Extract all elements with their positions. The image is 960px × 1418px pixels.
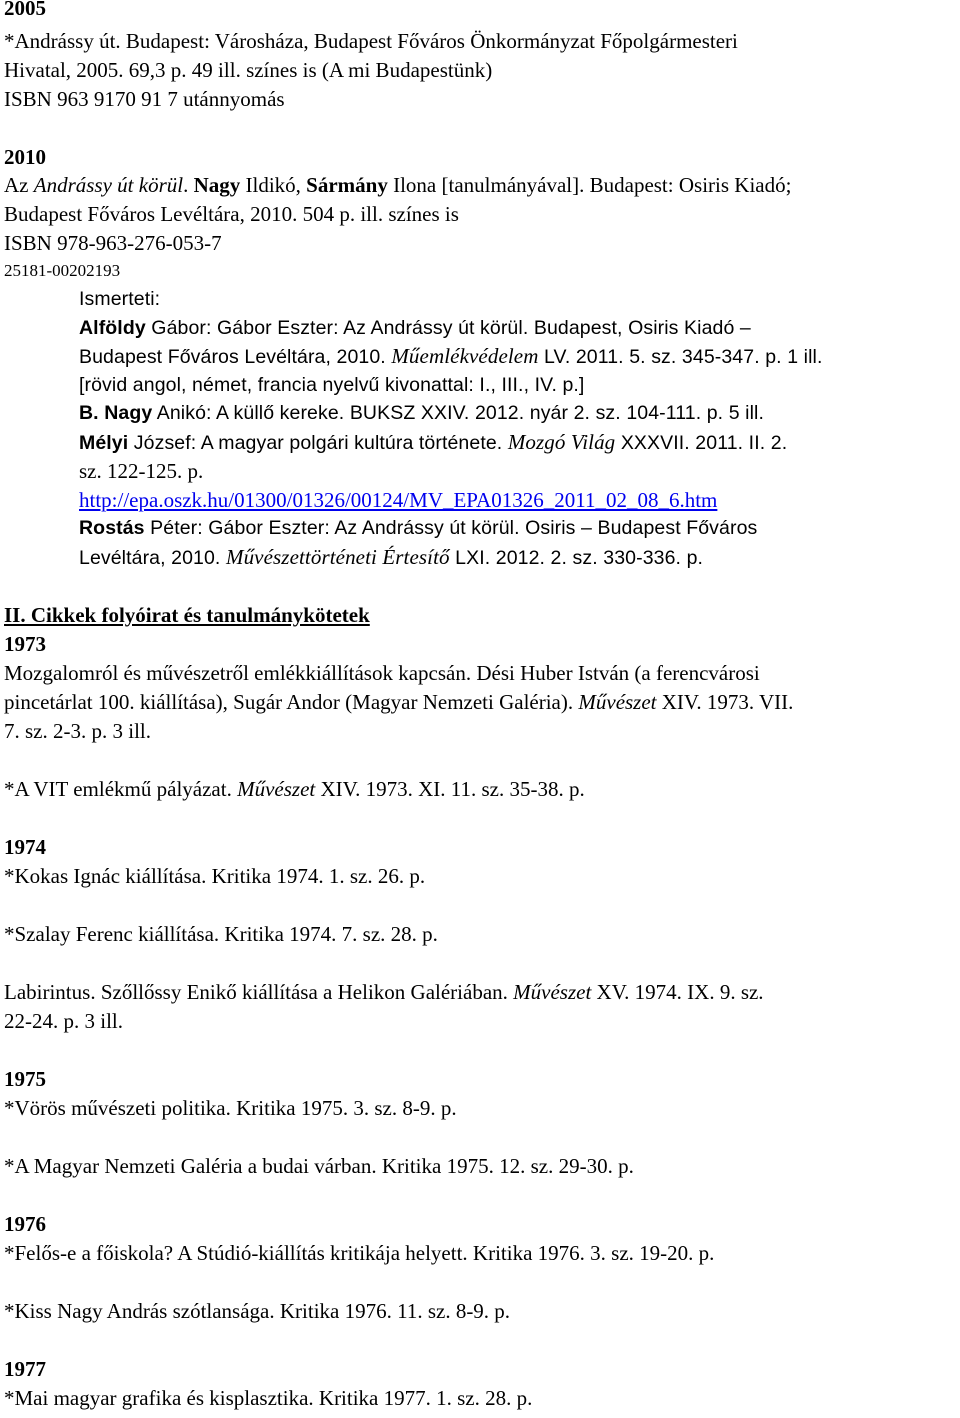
entry-1973-1-line-3: 7. sz. 2-3. p. 3 ill. xyxy=(4,719,151,743)
review-3-url-line xyxy=(79,486,717,514)
entry-1975-2: *A Magyar Nemzeti Galéria a budai várban. Kritika 1975. 12. sz. 29-30. p. xyxy=(4,1154,634,1178)
review-3-line-1: Mélyi József: A magyar polgári kultúra története. Mozgó Világ XXXVII. 2011. II. 2. xyxy=(79,430,788,454)
entry-1973-1-line-2: pincetárlat 100. kiállítása), Sugár Andor (Magyar Nemzeti Galéria). Művészet XIV. 1973. VII. xyxy=(4,690,794,714)
review-1-line-2: Budapest Főváros Levéltára, 2010. Műemlékvédelem LV. 2011. 5. sz. 345-347. p. 1 ill. xyxy=(79,344,823,368)
entry-1977-1: *Mai magyar grafika és kisplasztika. Kritika 1977. 1. sz. 28. p. xyxy=(4,1386,533,1410)
review-2-line-1: B. Nagy Anikó: A küllő kereke. BUKSZ XXIV. 2012. nyár 2. sz. 104-111. p. 5 ill. xyxy=(79,402,764,424)
year-1973-heading: 1973 xyxy=(4,632,46,656)
review-1-line-3: [rövid angol, német, francia nyelvű kivonattal: I., III., IV. p.] xyxy=(79,374,585,396)
entry-2005-line-1: *Andrássy út. Budapest: Városháza, Budapest Főváros Önkormányzat Főpolgármesteri xyxy=(4,29,738,53)
year-1976-heading: 1976 xyxy=(4,1212,46,1236)
review-3-url-link[interactable]: http://epa.oszk.hu/01300/01326/00124/MV_EPA01326_2011_02_08_6.htm xyxy=(79,488,718,512)
review-1-line-1: Alföldy Gábor: Gábor Eszter: Az Andrássy út körül. Budapest, Osiris Kiadó – xyxy=(79,317,751,339)
year-1977-heading: 1977 xyxy=(4,1357,46,1381)
entry-1973-2: *A VIT emlékmű pályázat. Művészet XIV. 1973. XI. 11. sz. 35-38. p. xyxy=(4,777,585,801)
entry-1974-2: *Szalay Ferenc kiállítása. Kritika 1974. 7. sz. 28. p. xyxy=(4,922,438,946)
year-2005-heading: 2005 xyxy=(4,0,46,20)
entry-1974-3-line-2: 22-24. p. 3 ill. xyxy=(4,1009,123,1033)
entry-2010-catalog-number: 25181-00202193 xyxy=(4,261,121,280)
entry-2005-line-3: ISBN 963 9170 91 7 utánnyomás xyxy=(4,87,285,111)
review-3-line-2: sz. 122-125. p. xyxy=(79,459,204,483)
review-label: Ismerteti: xyxy=(79,288,161,310)
entry-1974-1: *Kokas Ignác kiállítása. Kritika 1974. 1. sz. 26. p. xyxy=(4,864,426,888)
entry-1976-1: *Felős-e a főiskola? A Stúdió-kiállítás kritikája helyett. Kritika 1976. 3. sz. 19-20. p. xyxy=(4,1241,715,1265)
entry-2005-line-2: Hivatal, 2005. 69,3 p. 49 ill. színes is (A mi Budapestünk) xyxy=(4,58,493,82)
entry-1976-2: *Kiss Nagy András szótlansága. Kritika 1976. 11. sz. 8-9. p. xyxy=(4,1299,511,1323)
entry-2010-isbn: ISBN 978-963-276-053-7 xyxy=(4,231,222,255)
entry-1973-1-line-1: Mozgalomról és művészetről emlékkiállítások kapcsán. Dési Huber István (a ferencvárosi xyxy=(4,661,760,685)
year-1975-heading: 1975 xyxy=(4,1067,46,1091)
review-4-line-2: Levéltára, 2010. Művészettörténeti Értesítő LXI. 2012. 2. sz. 330-336. p. xyxy=(79,545,704,569)
entry-2010-line-1: Az Andrássy út körül. Nagy Ildikó, Sármány Ilona [tanulmányával]. Budapest: Osiris Kiadó; xyxy=(4,173,792,197)
year-1974-heading: 1974 xyxy=(4,835,46,859)
entry-1975-1: *Vörös művészeti politika. Kritika 1975. 3. sz. 8-9. p. xyxy=(4,1096,457,1120)
entry-1974-3-line-1: Labirintus. Szőllőssy Enikő kiállítása a Helikon Galériában. Művészet XV. 1974. IX. 9. sz. xyxy=(4,980,764,1004)
section-2-heading: II. Cikkek folyóirat és tanulmánykötetek xyxy=(4,603,370,627)
review-4-line-1: Rostás Péter: Gábor Eszter: Az Andrássy út körül. Osiris – Budapest Főváros xyxy=(79,517,758,539)
year-2010-heading: 2010 xyxy=(4,145,46,169)
entry-2010-line-2: Budapest Főváros Levéltára, 2010. 504 p. ill. színes is xyxy=(4,202,459,226)
